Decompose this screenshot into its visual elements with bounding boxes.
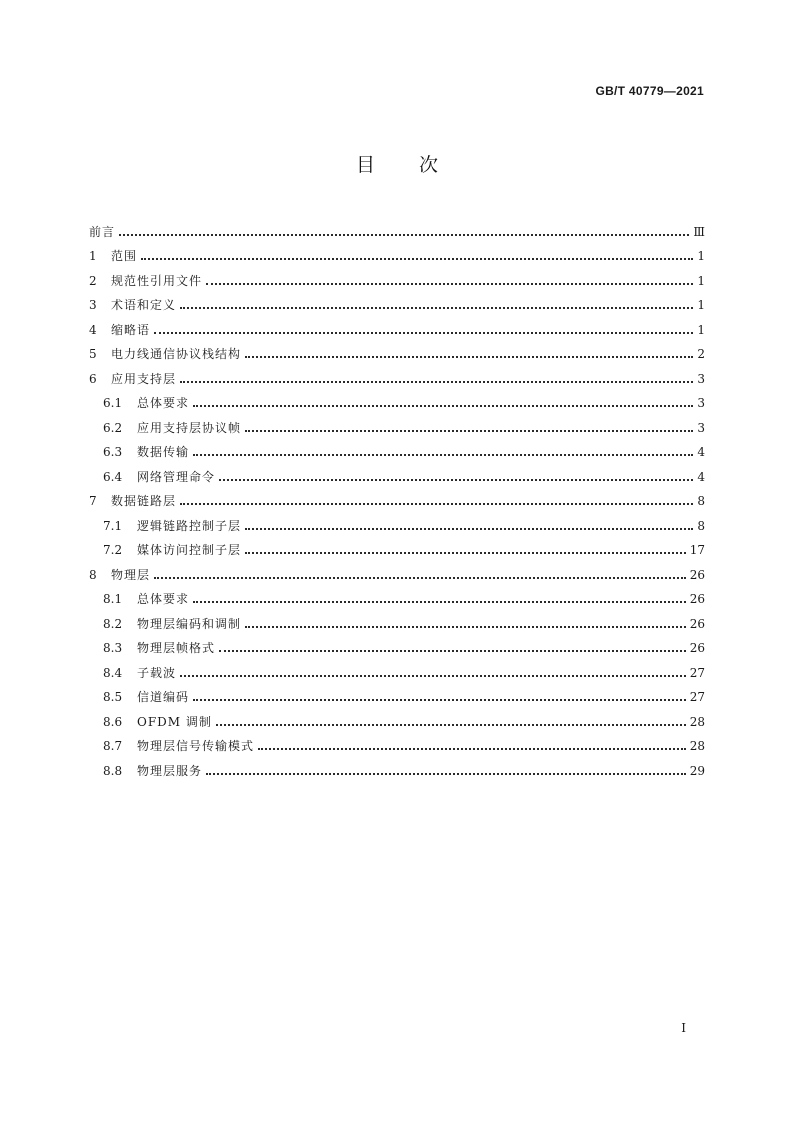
- toc-entry-number: 8.5: [103, 690, 123, 704]
- toc-entry-number: 7.2: [103, 543, 123, 557]
- page-title: 目次: [355, 154, 482, 176]
- toc-entry-page: 28: [689, 714, 705, 729]
- toc-entry-number: 8.8: [103, 763, 123, 778]
- toc-entry-label: 前言: [89, 224, 116, 239]
- toc-entry[interactable]: [89, 704, 705, 729]
- toc-entry-page: 8: [697, 518, 705, 533]
- toc-entry-number: 8.6: [103, 714, 123, 729]
- toc-entry-label: 物理层信号传输模式: [137, 739, 255, 753]
- toc-leader-dots: [206, 283, 693, 285]
- toc-entry-label: 数据传输: [137, 445, 190, 459]
- toc-entry-page: 27: [689, 665, 705, 680]
- toc-entry[interactable]: [89, 435, 705, 460]
- toc-entry-label: 总体要求: [137, 592, 190, 606]
- toc-entry-number: 6.2: [103, 420, 123, 435]
- toc-entry-page: 17: [689, 543, 705, 557]
- toc-entry-number: 4: [89, 322, 97, 337]
- toc-entry-label: 信道编码: [137, 690, 190, 704]
- toc-entry[interactable]: [89, 484, 705, 509]
- toc-entry-number: 8: [89, 567, 97, 582]
- toc-entry[interactable]: [89, 386, 705, 411]
- toc-entry-number: 2: [89, 273, 97, 288]
- toc-leader-dots: [245, 528, 693, 530]
- toc-entry-label: 总体要求: [137, 396, 190, 410]
- toc-entry-label: 子载波: [137, 665, 177, 680]
- toc-entry[interactable]: [89, 361, 705, 386]
- toc-leader-dots: [245, 430, 693, 432]
- toc-entry[interactable]: [89, 312, 705, 337]
- toc-entry-page: 2: [697, 347, 705, 361]
- toc-leader-dots: [245, 552, 686, 554]
- toc-entry-label: 范围: [111, 249, 138, 263]
- toc-entry[interactable]: [89, 288, 705, 313]
- toc-entry-page: 26: [689, 567, 705, 582]
- toc-entry-number: 8.3: [103, 641, 123, 655]
- toc-leader-dots: [180, 307, 693, 309]
- toc-entry[interactable]: [89, 533, 705, 558]
- toc-entry[interactable]: [89, 337, 705, 362]
- toc-entry-number: 6.4: [103, 469, 123, 484]
- toc-entry-page: 4: [697, 445, 705, 459]
- toc-leader-dots: [193, 601, 686, 603]
- toc-entry-page: 28: [689, 739, 705, 753]
- toc-entry-label: 规范性引用文件: [111, 273, 203, 288]
- toc-leader-dots: [180, 381, 693, 383]
- toc-leader-dots: [245, 626, 686, 628]
- toc-entry[interactable]: [89, 582, 705, 607]
- toc-entry-label: 数据链路层: [111, 494, 177, 508]
- toc-entry-number: 7: [89, 494, 97, 508]
- toc-entry[interactable]: [89, 655, 705, 680]
- toc-leader-dots: [180, 675, 686, 677]
- table-of-contents: [89, 214, 705, 778]
- toc-entry[interactable]: [89, 729, 705, 754]
- toc-entry-label: 逻辑链路控制子层: [137, 518, 242, 533]
- toc-entry-page: 27: [689, 690, 705, 704]
- toc-leader-dots: [154, 577, 686, 579]
- toc-entry[interactable]: [89, 680, 705, 705]
- toc-entry-label: 媒体访问控制子层: [137, 543, 242, 557]
- toc-leader-dots: [180, 503, 693, 505]
- toc-entry-label: 应用支持层: [111, 371, 177, 386]
- toc-entry[interactable]: [89, 631, 705, 656]
- toc-entry-number: 6: [89, 371, 97, 386]
- toc-entry-page: 1: [697, 249, 705, 263]
- toc-leader-dots: [193, 454, 693, 456]
- toc-leader-dots: [216, 724, 686, 726]
- toc-entry-page: 26: [689, 641, 705, 655]
- toc-entry[interactable]: [89, 214, 705, 239]
- toc-entry-page: 3: [697, 396, 705, 410]
- toc-entry-label: OFDM 调制: [137, 714, 212, 729]
- toc-entry-page: 26: [689, 616, 705, 631]
- page-number: I: [681, 1021, 686, 1035]
- toc-leader-dots: [154, 332, 693, 334]
- toc-entry-label: 网络管理命令: [137, 469, 216, 484]
- toc-leader-dots: [141, 258, 693, 260]
- toc-entry-number: 5: [89, 347, 97, 361]
- toc-entry[interactable]: [89, 410, 705, 435]
- toc-entry[interactable]: [89, 753, 705, 778]
- toc-entry-number: 8.7: [103, 739, 123, 753]
- toc-leader-dots: [193, 699, 686, 701]
- toc-entry-label: 缩略语: [111, 322, 151, 337]
- toc-leader-dots: [258, 748, 686, 750]
- standard-code: GB/T 40779—2021: [595, 84, 704, 98]
- toc-leader-dots: [193, 405, 693, 407]
- toc-entry-page: 1: [697, 298, 705, 312]
- toc-leader-dots: [219, 479, 693, 481]
- toc-entry-label: 电力线通信协议栈结构: [111, 347, 242, 361]
- toc-entry-page: 3: [697, 420, 705, 435]
- toc-entry-label: 应用支持层协议帧: [137, 420, 242, 435]
- toc-leader-dots: [219, 650, 686, 652]
- toc-entry-label: 物理层服务: [137, 763, 203, 778]
- toc-entry[interactable]: [89, 508, 705, 533]
- toc-leader-dots: [206, 773, 686, 775]
- toc-leader-dots: [245, 356, 693, 358]
- toc-entry-number: 8.1: [103, 592, 123, 606]
- toc-entry-number: 7.1: [103, 518, 123, 533]
- toc-entry-number: 6.3: [103, 445, 123, 459]
- toc-entry-number: 6.1: [103, 396, 123, 410]
- toc-entry[interactable]: [89, 239, 705, 264]
- toc-entry-number: 3: [89, 298, 97, 312]
- toc-entry-number: 8.2: [103, 616, 123, 631]
- toc-entry-label: 物理层帧格式: [137, 641, 216, 655]
- toc-entry-label: 物理层编码和调制: [137, 616, 242, 631]
- toc-entry-page: 29: [689, 763, 705, 778]
- toc-entry-number: 8.4: [103, 665, 123, 680]
- toc-entry-page: 1: [697, 322, 705, 337]
- toc-leader-dots: [119, 234, 689, 236]
- toc-entry-page: Ⅲ: [693, 224, 705, 239]
- toc-entry-page: 8: [697, 494, 705, 508]
- toc-entry[interactable]: [89, 263, 705, 288]
- toc-entry-label: 术语和定义: [111, 298, 177, 312]
- toc-entry-page: 1: [697, 273, 705, 288]
- toc-entry-page: 26: [689, 592, 705, 606]
- toc-entry-page: 4: [697, 469, 705, 484]
- toc-entry-page: 3: [697, 371, 705, 386]
- toc-entry-number: 1: [89, 249, 97, 263]
- toc-entry[interactable]: [89, 557, 705, 582]
- toc-entry[interactable]: [89, 459, 705, 484]
- toc-entry-label: 物理层: [111, 567, 151, 582]
- toc-entry[interactable]: [89, 606, 705, 631]
